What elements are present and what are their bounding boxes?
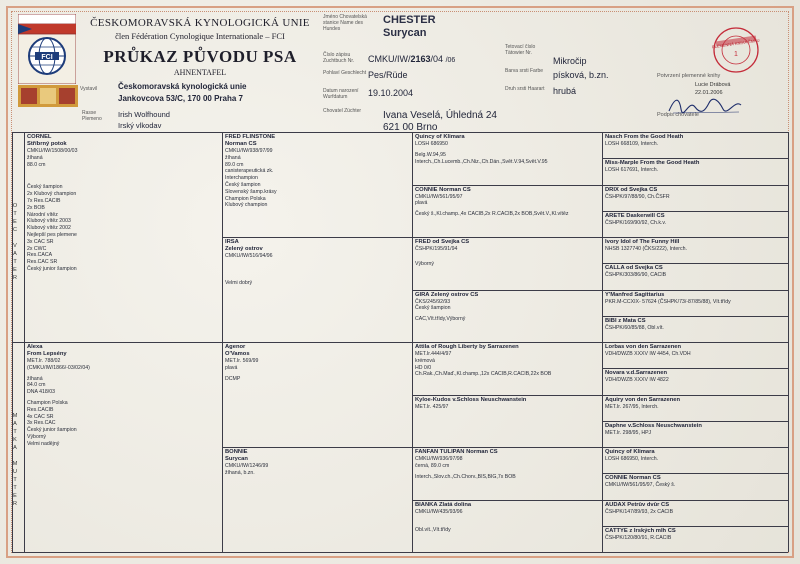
ancestor-name: CONNIE Norman CS bbox=[415, 186, 471, 193]
ancestor-kennel: Stříbrný potok bbox=[27, 141, 67, 147]
ancestor-name: Ivory Idol of The Funny Hill bbox=[605, 239, 680, 245]
sire-cell bbox=[27, 134, 220, 341]
great-grandparent-cell bbox=[415, 239, 600, 289]
grid-line bbox=[602, 395, 788, 396]
grid-line bbox=[602, 421, 788, 422]
ancestor-detail: Výborný bbox=[415, 260, 435, 267]
ancestor-name: AUDAX Petrův dvůr CS bbox=[605, 501, 670, 508]
ancestor-detail: ČSHPK/195/91/94 bbox=[415, 246, 458, 252]
ancestor-name: Agenor bbox=[225, 344, 246, 350]
ancestor-detail: Belg.W.94,95 bbox=[415, 151, 446, 158]
grid-line bbox=[602, 500, 788, 501]
grandparent-cell bbox=[225, 134, 410, 236]
ancestor-detail: LOSH 668109, Interch. bbox=[605, 141, 659, 147]
signature-icon bbox=[665, 95, 745, 117]
father-side-label: O T E C V A T E R bbox=[12, 203, 18, 281]
grid-line bbox=[602, 368, 788, 369]
ancestor-name: Novara v.d.Sarrazenen bbox=[605, 370, 668, 377]
ancestor-detail: 7x Res.CACIB bbox=[27, 197, 61, 204]
ancestor-detail: LOSH 686950, Interch. bbox=[605, 456, 659, 462]
svg-text:1: 1 bbox=[734, 51, 738, 58]
ancestor-detail: MET.Ir. 425/97 bbox=[415, 403, 449, 410]
great-great-grandparent-cell bbox=[605, 318, 786, 341]
ancestor-detail: žíhaná bbox=[27, 375, 43, 382]
breed-label-cz: Rasse bbox=[82, 110, 97, 116]
grandparent-cell bbox=[225, 344, 410, 446]
ancestor-detail: 3x CAC SR bbox=[27, 238, 54, 245]
grid-line bbox=[12, 552, 788, 553]
ancestor-detail: LOSH 617691, Interch. bbox=[605, 167, 659, 174]
great-great-grandparent-cell bbox=[605, 423, 786, 446]
dog-color: písková, b.zn. bbox=[553, 70, 609, 80]
ancestor-name: CATTYE z Irských mlh CS bbox=[605, 527, 676, 534]
ancestor-name: Attila of Rough Liberty by Sarrazenen bbox=[415, 344, 519, 350]
issuer-label: Vystavil bbox=[80, 86, 98, 92]
tattoo-label: Tetovací číslo Tätowier Nr. bbox=[505, 44, 536, 56]
breeder-name: Ivana Veselá, Úhledná 24 bbox=[383, 110, 497, 121]
ancestor-name: Aquiry von den Sarrazenen bbox=[605, 396, 681, 403]
ancestor-detail: CMKU/IW/1246/99 bbox=[225, 463, 269, 469]
ancestor-name: CALLA od Švejka CS bbox=[605, 265, 663, 272]
ancestor-detail: MET.Ir. 267/95, Interch. bbox=[605, 403, 659, 410]
grid-line bbox=[602, 211, 788, 212]
ancestor-name: FRED od Švejka CS bbox=[415, 239, 470, 245]
ancestor-name: DRIX od Švejka CS bbox=[605, 186, 658, 193]
great-grandparent-cell bbox=[415, 397, 600, 447]
ancestor-detail: ČSHPK/97/88/90, Ch.ČSFR bbox=[605, 193, 670, 200]
great-grandparent-cell bbox=[415, 344, 600, 394]
ancestor-detail: 4x CAC SR bbox=[27, 413, 54, 420]
ancestor-kennel: Surycan bbox=[225, 456, 248, 462]
dog-tattoo: Mikročip bbox=[553, 56, 587, 66]
pedigree-grid bbox=[12, 132, 788, 552]
ancestor-detail: plavá bbox=[225, 364, 238, 371]
reg-label: Číslo zápisu Zuchtbuch Nr. bbox=[323, 52, 355, 64]
ancestor-name: Alexa bbox=[27, 344, 43, 350]
ancestor-detail: LOSH 686950 bbox=[415, 141, 448, 147]
dob-label: Datum narození Wurfdatum bbox=[323, 88, 359, 100]
dog-kennel: Surycan bbox=[383, 27, 427, 39]
grandparent-cell bbox=[225, 449, 410, 551]
ancestor-detail: MET.Ir.444/4/97 bbox=[415, 351, 452, 357]
ancestor-detail: CMKU/IW/938/97/99 bbox=[225, 148, 273, 154]
great-great-grandparent-cell bbox=[605, 528, 786, 551]
ancestor-detail: CAC,Vít.třídy,Výborný bbox=[415, 316, 466, 323]
grid-line bbox=[602, 342, 788, 343]
ancestor-detail: CMKU/IW/435/93/96 bbox=[415, 508, 463, 515]
breeder-label: Chovatel Züchter bbox=[323, 108, 362, 114]
keeper-sign-label: Podpis chovatele bbox=[657, 112, 699, 118]
dam-cell bbox=[27, 344, 220, 551]
ancestor-detail: Klubový vítěz 2003 bbox=[27, 218, 71, 225]
ancestor-detail: 3x Res.CAC bbox=[27, 420, 56, 427]
great-grandparent-cell bbox=[415, 449, 600, 499]
ancestor-detail: canisterapeutická zk. bbox=[225, 168, 274, 175]
ancestor-detail: Interch.,Ch.Lucemb.,Ch.Niz.,Ch.Dán.,Svět.V.94,Svět.V.95 bbox=[415, 158, 548, 165]
ancestor-name: ARETÉ Daskerwill CS bbox=[605, 212, 665, 219]
ancestor-detail: NHSB 1327740 (ČKS/222), Interch. bbox=[605, 246, 687, 252]
confirm-label: Potvrzení plemenné knihy bbox=[657, 73, 721, 79]
ancestor-detail: Res.CACIB bbox=[27, 406, 54, 413]
ancestor-detail: 2x Klubový champion bbox=[27, 191, 77, 198]
great-grandparent-cell bbox=[415, 292, 600, 342]
ancestor-kennel: From Lepsény bbox=[27, 351, 67, 357]
great-great-grandparent-cell bbox=[605, 213, 786, 236]
ancestor-detail: CMKU/IW/516/94/96 bbox=[225, 253, 273, 259]
ancestor-detail: Res.CAC SR bbox=[27, 259, 58, 266]
ancestor-name: Daphne v.Schloss Neuschwanstein bbox=[605, 422, 702, 429]
great-great-grandparent-cell bbox=[605, 449, 786, 472]
ancestor-detail: žíhaná bbox=[225, 154, 241, 161]
ancestor-detail: VDH/DWZB XXXV IW 4822 bbox=[605, 377, 669, 384]
ancestor-detail: Český šampion bbox=[27, 184, 63, 191]
ancestor-detail: CMKU/IW/561/95/97 bbox=[415, 193, 463, 200]
ancestor-detail: Champion Polska bbox=[27, 399, 68, 406]
ancestor-detail: 89.0 cm bbox=[225, 161, 244, 168]
grid-line bbox=[12, 132, 788, 133]
ancestor-detail: Res.CACA bbox=[27, 252, 53, 259]
ancestor-detail: ČSHPK/60/85/88, Obl.vít. bbox=[605, 324, 664, 331]
breed-cz: Irský vlkodav bbox=[118, 121, 162, 130]
grid-line bbox=[602, 185, 788, 186]
ancestor-detail: Český junior šampion bbox=[27, 265, 77, 272]
ancestor-name: GIRA Zelený ostrov CS bbox=[415, 291, 479, 298]
ancestor-detail: CMKU/IW/561/95/97, Český š. bbox=[605, 482, 676, 489]
ancestor-kennel: O'Vamos bbox=[225, 351, 250, 357]
grid-line bbox=[602, 473, 788, 474]
ancestor-name: Lorbas von den Sarrazenen bbox=[605, 344, 682, 350]
ancestor-detail: žíhaná bbox=[27, 154, 43, 161]
issuer-name: Českomoravská kynologická unie bbox=[118, 82, 247, 91]
ancestor-name: BIBI z Mata CS bbox=[605, 317, 646, 324]
ancestor-detail: DCMP bbox=[225, 375, 241, 382]
ancestor-detail: Ch.Rak.,Ch.Maď.,Kl.champ.,12x CACIB,R.CACIB,22x BOB bbox=[415, 371, 552, 378]
ancestor-detail: ČSHPK/120/80/91, R.CACIB bbox=[605, 534, 672, 541]
ancestor-name: Quincy of Klimara bbox=[605, 449, 655, 455]
great-great-grandparent-cell bbox=[605, 134, 786, 157]
ancestor-detail: Český šampion bbox=[225, 181, 261, 188]
dog-sex: Pes/Rüde bbox=[368, 70, 408, 80]
ancestor-name: Nasch From the Good Heath bbox=[605, 134, 684, 140]
ancestor-detail: Český š.,Kl.champ.,4x CACIB,2x R.CACIB,2x BOB,Svět.V.,Kl.vítěz bbox=[415, 211, 569, 218]
ancestor-name: BIANKA Zlatá dolina bbox=[415, 501, 472, 508]
grid-line bbox=[602, 158, 788, 159]
ancestor-name: Miss-Marple From the Good Heath bbox=[605, 160, 700, 167]
ancestor-detail: Výborný bbox=[27, 433, 47, 440]
color-label: Barva srsti Farbe bbox=[505, 68, 544, 74]
ancestor-kennel: Norman CS bbox=[225, 141, 257, 147]
ancestor-detail: Klubový vítěz 2002 bbox=[27, 225, 71, 232]
ancestor-detail: Nejlepší pes plemene bbox=[27, 231, 77, 238]
breed-en: Irish Wolfhound bbox=[118, 110, 170, 119]
keeper-date: 22.01.2006 bbox=[695, 90, 723, 96]
grid-line bbox=[602, 263, 788, 264]
coat-label: Druh srsti Haarart bbox=[505, 86, 545, 92]
great-great-grandparent-cell bbox=[605, 370, 786, 393]
dog-reg: CMKU/IW/2163/04 /06 bbox=[368, 54, 456, 64]
grid-line bbox=[602, 526, 788, 527]
breeder-city: 621 00 Brno bbox=[383, 122, 438, 133]
union-name: ČESKOMORAVSKÁ KYNOLOGICKÁ UNIE bbox=[90, 17, 310, 29]
ancestor-detail: CMKU/IW/936/97/98 bbox=[415, 456, 463, 462]
ancestor-detail: 2x BOB bbox=[27, 204, 45, 211]
ancestor-detail: Český junior šampion bbox=[27, 427, 77, 434]
ancestor-name: BONNIE bbox=[225, 449, 248, 455]
fci-member-line: člen Fédération Cynologique Internationale – FCI bbox=[115, 31, 285, 41]
ancestor-detail: ČKS/245/92/93 bbox=[415, 298, 451, 305]
registry-stamp-icon bbox=[712, 26, 760, 74]
keeper-name: Lucie Drábová bbox=[695, 82, 731, 88]
ancestor-name: FRED FLINSTONE bbox=[225, 134, 276, 140]
ancestor-detail: DNA 418/03 bbox=[27, 389, 55, 396]
great-grandparent-cell bbox=[415, 134, 600, 184]
ancestor-detail: krémová bbox=[415, 357, 435, 364]
ancestor-name: Kyloe-Kudos v.Schloss Neuschwanstein bbox=[415, 396, 527, 403]
ancestor-detail: Velmi nadějný bbox=[27, 440, 60, 447]
great-great-grandparent-cell bbox=[605, 292, 786, 315]
svg-text:PLEMENNÁ KNIHA ČMKU: PLEMENNÁ KNIHA ČMKU bbox=[712, 37, 760, 50]
ancestor-name: IRSA bbox=[225, 239, 239, 245]
great-grandparent-cell bbox=[415, 502, 600, 552]
ancestor-detail: žíhaná, b.zn. bbox=[225, 469, 255, 476]
grid-line bbox=[602, 447, 788, 448]
ancestor-detail: MET.Ir. 569/99 bbox=[225, 358, 259, 364]
dog-dob: 19.10.2004 bbox=[368, 88, 414, 98]
ancestor-name: Y'Manfred Sagittarius bbox=[605, 291, 665, 298]
ancestor-name: Quincy of Klimara bbox=[415, 134, 465, 140]
grid-line bbox=[602, 290, 788, 291]
ancestor-kennel: Zelený ostrov bbox=[225, 246, 263, 252]
great-great-grandparent-cell bbox=[605, 265, 786, 288]
great-great-grandparent-cell bbox=[605, 475, 786, 498]
breed-label-de: Plemeno bbox=[82, 116, 102, 122]
ancestor-detail: Velmi dobrý bbox=[225, 279, 253, 286]
ancestor-reg: CMKU/IW/1508/00/03 bbox=[27, 148, 78, 154]
ancestor-detail: Slovenský šamp.krásy bbox=[225, 188, 277, 195]
cmku-emblem-icon bbox=[18, 85, 78, 107]
ancestor-detail: 2x CWC bbox=[27, 245, 47, 252]
ancestor-name: CORNEL bbox=[27, 134, 52, 140]
ancestor-detail: černá, 89.0 cm bbox=[415, 462, 450, 469]
ancestor-detail: Obl.vít.,Vít.třídy bbox=[415, 527, 451, 534]
svg-text:FCI: FCI bbox=[41, 54, 53, 61]
issuer-address: Jankovcova 53/C, 170 00 Praha 7 bbox=[118, 94, 243, 103]
ancestor-detail: Interchampion bbox=[225, 175, 258, 182]
dog-coat: hrubá bbox=[553, 86, 577, 96]
great-great-grandparent-cell bbox=[605, 344, 786, 367]
great-great-grandparent-cell bbox=[605, 397, 786, 420]
ancestor-detail: Klubový champion bbox=[225, 202, 268, 209]
cmku-fci-logo-icon bbox=[18, 14, 76, 84]
great-great-grandparent-cell bbox=[605, 502, 786, 525]
grid-line bbox=[602, 316, 788, 317]
grid-line bbox=[788, 132, 789, 552]
ancestor-name: FANFAN TULIPAN Norman CS bbox=[415, 449, 498, 455]
document-title: PRŮKAZ PŮVODU PSA bbox=[103, 47, 297, 66]
ancestor-detail: (CMKU/IW/1866/-03/02/04) bbox=[27, 364, 90, 371]
great-great-grandparent-cell bbox=[605, 160, 786, 183]
ancestor-detail: VDH/DWZB XXXV IW 4454, Ch.VDH bbox=[605, 351, 691, 357]
ancestor-detail: 88.0 cm bbox=[27, 161, 46, 168]
ancestor-detail: PKR.M-CCXIX- 57624 (ČSHPK/73/-87/85/88), Vít.třídy bbox=[605, 298, 731, 305]
ancestor-detail: Champion Polska bbox=[225, 195, 266, 202]
great-great-grandparent-cell bbox=[605, 239, 786, 262]
ancestor-name: CONNIE Norman CS bbox=[605, 475, 661, 482]
ancestor-detail: Národní vítěz bbox=[27, 211, 58, 218]
ancestor-detail: ČSHPK/147/89/93, 2x CACIB bbox=[605, 508, 674, 515]
ancestor-detail: 84.0 cm bbox=[27, 382, 46, 389]
ancestor-detail: Interch.,Slov.ch.,Ch.Chorv.,BIS,BIG,7x BOB bbox=[415, 473, 516, 480]
ancestor-detail: HD 0/0 bbox=[415, 364, 432, 371]
ancestor-reg: MET.Ir. 788/02 bbox=[27, 358, 61, 364]
great-grandparent-cell bbox=[415, 187, 600, 237]
ancestor-detail: ČSHPK/303/86/90, CACIB bbox=[605, 272, 667, 279]
ancestor-detail: Český šampion bbox=[415, 305, 451, 312]
grid-line bbox=[602, 237, 788, 238]
dog-name: CHESTER bbox=[383, 14, 436, 26]
name-label: Jméno Chovatelská stanice Name des Hundes bbox=[323, 14, 367, 32]
grandparent-cell bbox=[225, 239, 410, 341]
ancestor-detail: MET.Ir. 298/95, HPJ bbox=[605, 429, 652, 436]
ancestor-detail: ČSHPK/169/90/92, Ch.k.v. bbox=[605, 219, 667, 226]
document-subtitle: AHNENTAFEL bbox=[173, 68, 227, 77]
ancestor-detail: plavá bbox=[415, 200, 428, 207]
great-great-grandparent-cell bbox=[605, 187, 786, 210]
mother-side-label: M A T K A M U T T E R bbox=[12, 413, 18, 507]
sex-label: Pohlaví Geschlecht bbox=[323, 70, 367, 76]
